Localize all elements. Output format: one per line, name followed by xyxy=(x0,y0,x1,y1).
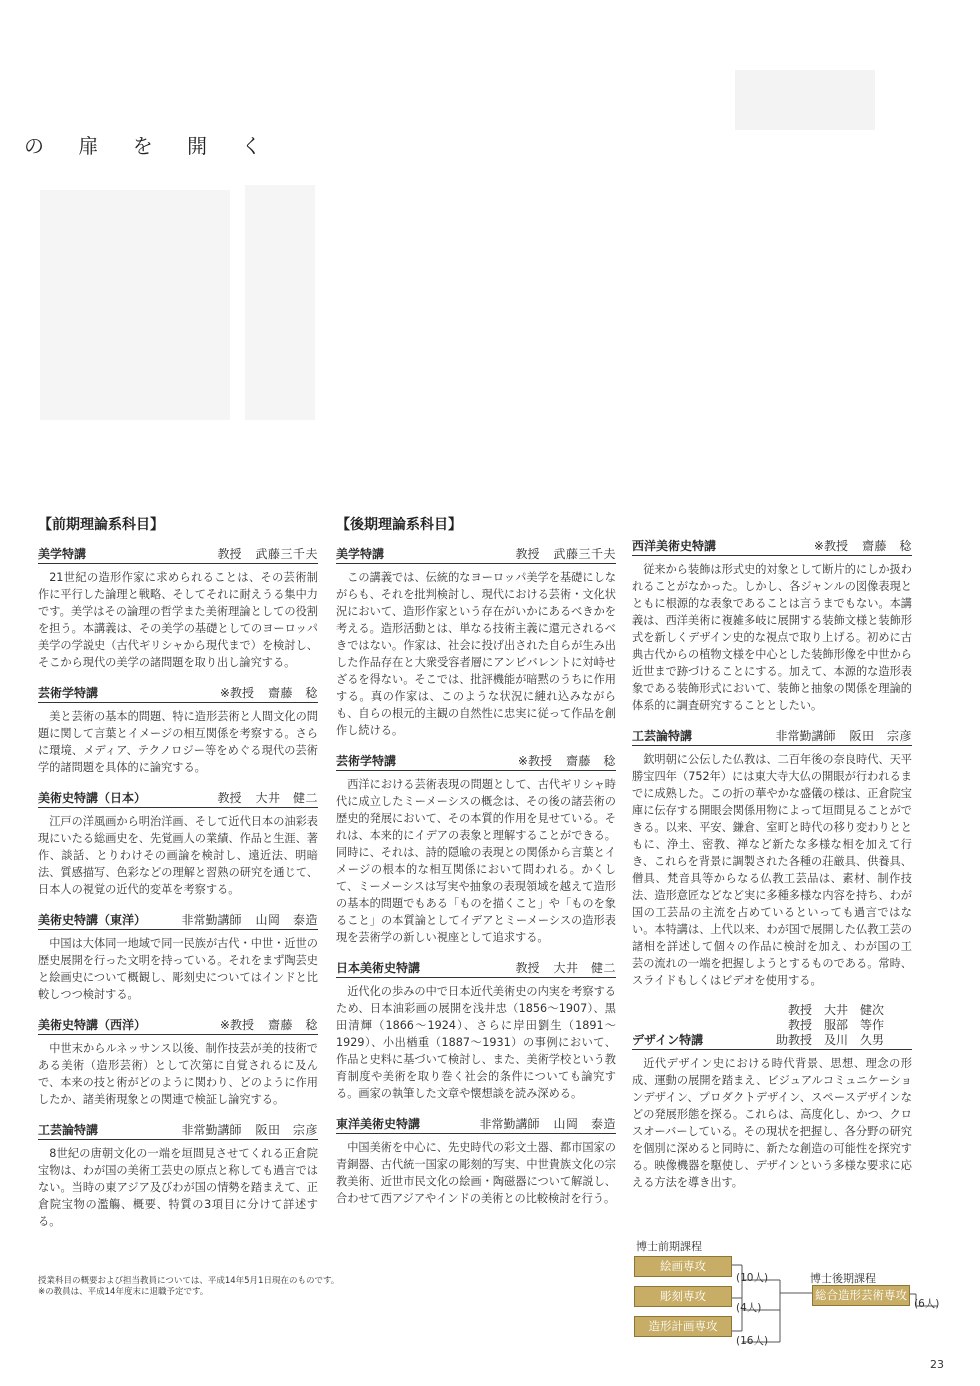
late-theory-column xyxy=(336,514,616,1221)
course-header xyxy=(336,960,616,978)
course-name: 美学特講 xyxy=(336,547,385,561)
instructor-name: 大井 健次 xyxy=(824,1003,885,1017)
course-header xyxy=(632,1032,912,1050)
instructor-name: 大井 健二 xyxy=(255,791,318,805)
enrollment-count: (6人) xyxy=(914,1298,940,1310)
late-theory-column-continued xyxy=(632,538,912,1205)
late-section-heading: 【後期理論系科目】 xyxy=(336,517,462,533)
course-name: 美術史特講（東洋） xyxy=(38,913,147,927)
instructor-name: 山岡 泰造 xyxy=(553,1117,616,1131)
enrollment-count: (16人) xyxy=(736,1335,769,1347)
instructor-name: 及川 久男 xyxy=(824,1033,885,1047)
instructor-role: 教授 xyxy=(787,1018,812,1032)
course-header xyxy=(336,753,616,771)
page-number: 23 xyxy=(930,1358,944,1371)
instructor-role: 非常勤講師 xyxy=(775,729,836,743)
footnote: 授業科目の概要および担当教員については、平成14年5月1日現在のものです。 xyxy=(38,1276,340,1286)
instructor-role: 教授 xyxy=(787,1003,812,1017)
instructor-role: 教授 xyxy=(217,791,242,805)
course-name: 西洋美術史特講 xyxy=(632,539,717,553)
course-crafts-early xyxy=(38,1122,318,1230)
course-header xyxy=(336,1116,616,1134)
master-program-label: 博士前期課程 xyxy=(636,1240,702,1253)
course-description: 近代化の歩みの中で日本近代美術史の内実を考察するため、日本油彩画の展開を浅井忠（1856〜1907）、黒田清輝（1866〜1924）、さらに岸田劉生（1891〜1929）、小出楢重（1887〜1931）の事例において、作品と史料に基づいて検討し、また、美術学校という教育制度や美術を取り巻く社会的条件についても論究する。画家の執筆した文章や懐想談を読み深める。 xyxy=(336,985,616,1100)
course-oriental-art-history xyxy=(336,1116,616,1207)
instructor-role: 助教授 xyxy=(775,1033,812,1047)
instructor-name: 服部 等作 xyxy=(824,1018,885,1032)
course-western-art-history xyxy=(632,538,912,714)
early-section-heading: 【前期理論系科目】 xyxy=(38,517,164,533)
doctor-program-label: 博士後期課程 xyxy=(810,1272,876,1285)
course-art-studies-late xyxy=(336,753,616,946)
course-crafts-late xyxy=(632,728,912,989)
program-flow-diagram xyxy=(632,1238,962,1368)
instructor-role: 教授 xyxy=(217,547,242,561)
course-description: 従来から装飾は形式史的対象として断片的にしか扱われることがなかった。しかし、各ジャンルの図像表現とともに根源的な表象であることは言うまでもない。本講義は、西洋美術に複雑多岐に展開する装飾文様と装飾形式を新しくデザイン史的な視点で取り上げる。初めに古典古代からの植物文様を中心とした装飾形像を中世から近世まで跡づけることにする。加えて、本源的な造形表象である装飾形式において、装飾と抽象の関係を理論的体系的に調査研究することとしたい。 xyxy=(632,563,912,712)
course-header xyxy=(38,790,318,808)
course-description: 西洋における芸術表現の問題として、古代ギリシャ時代に成立したミーメーシスの概念は、その後の諸芸術の歴史的発展において、その本質的作用を見せている。それは、本来的にイデアの表象と理解することができる。同時に、それは、詩的隠喩の表現との関係から言葉とイメージの根本的な相互関係において問われる。かくして、ミーメーシスは写実や抽象の表現領域を越えて造形の基本的問題でもある「ものを描くこと」や「ものを象ること」の本質論としてイデアとミーメーシスの造形表現を芸術学の新しい視座として追求する。 xyxy=(336,778,616,944)
bleed-through-shape xyxy=(40,190,230,420)
instructor-name: 齋藤 稔 xyxy=(861,539,912,553)
instructor-role: 非常勤講師 xyxy=(181,913,242,927)
enrollment-count: (4人) xyxy=(736,1302,762,1314)
course-header xyxy=(632,538,912,556)
course-description: この講義では、伝統的なヨーロッパ美学を基礎にしながらも、それを批判検討し、現代における芸術・文化状況において、造形作家という存在がいかにあるべきかを考える。造形活動とは、単なる技術主義に還元されるべきではない。作家は、社会に投げ出された自らが生み出した作品存在と大衆受容者層にアンビバレントに対峙せざるを得ない。そこでは、批評機能が暗黙のうちに作用する。真の作家は、このような状況に縺れ込みながらも、自らの根元的主観の自然性に忠実に従って作品を創作し続ける。 xyxy=(336,571,616,737)
instructor-name: 齋藤 稔 xyxy=(267,1018,318,1032)
instructor-role: ※教授 xyxy=(219,686,254,700)
course-name: 美学特講 xyxy=(38,547,87,561)
course-japanese-art-history xyxy=(336,960,616,1102)
course-description: 中世末からルネッサンス以後、制作技芸が美的技術である美術（造形芸術）として次第に自覚されるに及んで、本来の技と術がどのように関わり、どのように作用したか、諸美術現象との関連で検証し論究する。 xyxy=(38,1042,318,1106)
course-header xyxy=(38,912,318,930)
course-design xyxy=(632,1003,912,1191)
course-header xyxy=(38,1017,318,1035)
instructor-role: 教授 xyxy=(515,961,540,975)
program-box-integrated-art: 総合造形芸術専攻 xyxy=(812,1285,910,1306)
page-title: の 扉 を 開 く xyxy=(24,134,276,158)
instructor-name: 山岡 泰造 xyxy=(255,913,318,927)
instructor-name: 武藤三千夫 xyxy=(553,547,616,561)
course-header xyxy=(632,728,912,746)
course-art-studies-early xyxy=(38,685,318,776)
course-header xyxy=(38,546,318,564)
course-aesthetics-early xyxy=(38,546,318,671)
course-description: 8世紀の唐朝文化の一端を垣間見させてくれる正倉院宝物は、わが国の美術工芸史の原点と称しても過言ではない。当時の東アジア及びわが国の情勢を踏まえて、正倉院宝物の濫觴、概要、特質の3項目に分けて詳述する。 xyxy=(38,1147,318,1228)
course-description: 中国美術を中心に、先史時代の彩文土器、都市国家の青銅器、古代統一国家の彫刻的写実、中世貴族文化の宗教美術、近世市民文化の絵画・陶磁器について解説し、合わせて西アジアやインドの美術との比較検討を行う。 xyxy=(336,1141,616,1205)
instructor-role: ※教授 xyxy=(813,539,848,553)
course-header xyxy=(38,1122,318,1140)
program-box-design-planning: 造形計画専攻 xyxy=(634,1316,732,1337)
instructor-name: 武藤三千夫 xyxy=(255,547,318,561)
instructor-role: ※教授 xyxy=(219,1018,254,1032)
course-header xyxy=(336,546,616,564)
instructor-name: 大井 健二 xyxy=(553,961,616,975)
instructor-name: 阪田 宗彦 xyxy=(849,729,912,743)
course-description: 21世紀の造形作家に求められることは、その芸術制作に平行した論理と戦略、そしてそれに耐えうる集中力です。美学はその論理の哲学また美術理論としての役割を担う。本講義は、その美学の基礎としてのヨーロッパ美学の学説史（古代ギリシャから現代まで）を検討し、そこから現代の美学の諸問題を取り出し論究する。 xyxy=(38,571,318,669)
bleed-through-shape xyxy=(245,185,315,420)
course-description: 江戸の洋風画から明治洋画、そして近代日本の油彩表現にいたる総画史を、先覚画人の業績、作品と生涯、著作、談話、とりわけその画論を検討し、遠近法、明暗法、質感描写、色彩などの理解と習熟の研究を通じて、日本人の視覚の近代的変革を考察する。 xyxy=(38,815,318,896)
course-name: 芸術学特講 xyxy=(336,754,397,768)
instructor-name: 阪田 宗彦 xyxy=(255,1123,318,1137)
instructor-role: 非常勤講師 xyxy=(181,1123,242,1137)
program-box-sculpture: 彫刻専攻 xyxy=(634,1286,732,1307)
course-description: 美と芸術の基本的問題、特に造形芸術と人間文化の問題に関して言葉とイメージの相互関係を考察する。さらに環境、メディア、テクノロジー等をめぐる現代の芸術学的諸問題を具体的に論究する。 xyxy=(38,710,318,774)
course-art-history-east xyxy=(38,912,318,1003)
course-name: 東洋美術史特講 xyxy=(336,1117,421,1131)
course-header xyxy=(38,685,318,703)
course-description: 中国は大体同一地域で同一民族が古代・中世・近世の歴史展開を行った文明を持っている。それをまず陶芸史と絵画史について概観し、彫刻史についてはインドと比較しつつ検討する。 xyxy=(38,937,318,1001)
enrollment-count: (10人) xyxy=(736,1272,769,1284)
instructor-role: 非常勤講師 xyxy=(479,1117,540,1131)
course-name: 工芸論特講 xyxy=(632,729,693,743)
course-art-history-west xyxy=(38,1017,318,1108)
instructor-name: 齋藤 稔 xyxy=(565,754,616,768)
course-art-history-japan xyxy=(38,790,318,898)
bleed-through-shape xyxy=(735,70,875,130)
course-description: 近代デザイン史における時代背景、思想、理念の形成、運動の展開を踏まえ、ビジュアルコミュニケーションデザイン、プロダクトデザイン、スペースデザインなどの発展形態を探る。これらは、高度化し、かつ、クロスオーバーしている。その現状を把握し、各分野の研究を個別に深めると同時に、新たな創造の可能性を探究する。映像機器を駆使し、デザインという多様な要求に応える方法を導き出す。 xyxy=(632,1057,912,1189)
course-name: デザイン特講 xyxy=(632,1033,704,1047)
footnote: ※の教員は、平成14年度末に退職予定です。 xyxy=(38,1287,209,1297)
early-theory-column xyxy=(38,514,318,1244)
course-name: 美術史特講（西洋） xyxy=(38,1018,147,1032)
instructor-name: 齋藤 稔 xyxy=(267,686,318,700)
program-box-painting: 絵画専攻 xyxy=(634,1256,732,1277)
instructor-role: 教授 xyxy=(515,547,540,561)
course-name: 工芸論特講 xyxy=(38,1123,99,1137)
instructor-role: ※教授 xyxy=(517,754,552,768)
course-description: 欽明朝に公伝した仏教は、二百年後の奈良時代、天平勝宝四年（752年）には東大寺大仏の開眼が行われるまでに成熟した。この折の華やかな盛儀の様は、正倉院宝庫に伝存する開眼会関係用物によって垣間見ることができる。以来、平安、鎌倉、室町と時代の移り変わりとともに、浄土、密教、禅など新たな多様な相を加えて行き、これらを背景に調製された各種の荘厳具、供養具、僧具、梵音具等からなる仏教工芸品は、素材、制作技法、造形意匠などなど実に多種多様な内容を持ち、わが国の工芸品の主流を占めているといっても過言ではない。本特講は、上代以来、わが国で展開した仏教工芸の諸相を詳述して個々の作品に検討を加え、わが国の工芸の流れの一端を把握しようとするものである。常時、スライドもしくはビデオを使用する。 xyxy=(632,753,912,987)
course-name: 芸術学特講 xyxy=(38,686,99,700)
course-aesthetics-late xyxy=(336,546,616,739)
course-name: 日本美術史特講 xyxy=(336,961,421,975)
footnotes xyxy=(38,1276,339,1298)
course-name: 美術史特講（日本） xyxy=(38,791,147,805)
